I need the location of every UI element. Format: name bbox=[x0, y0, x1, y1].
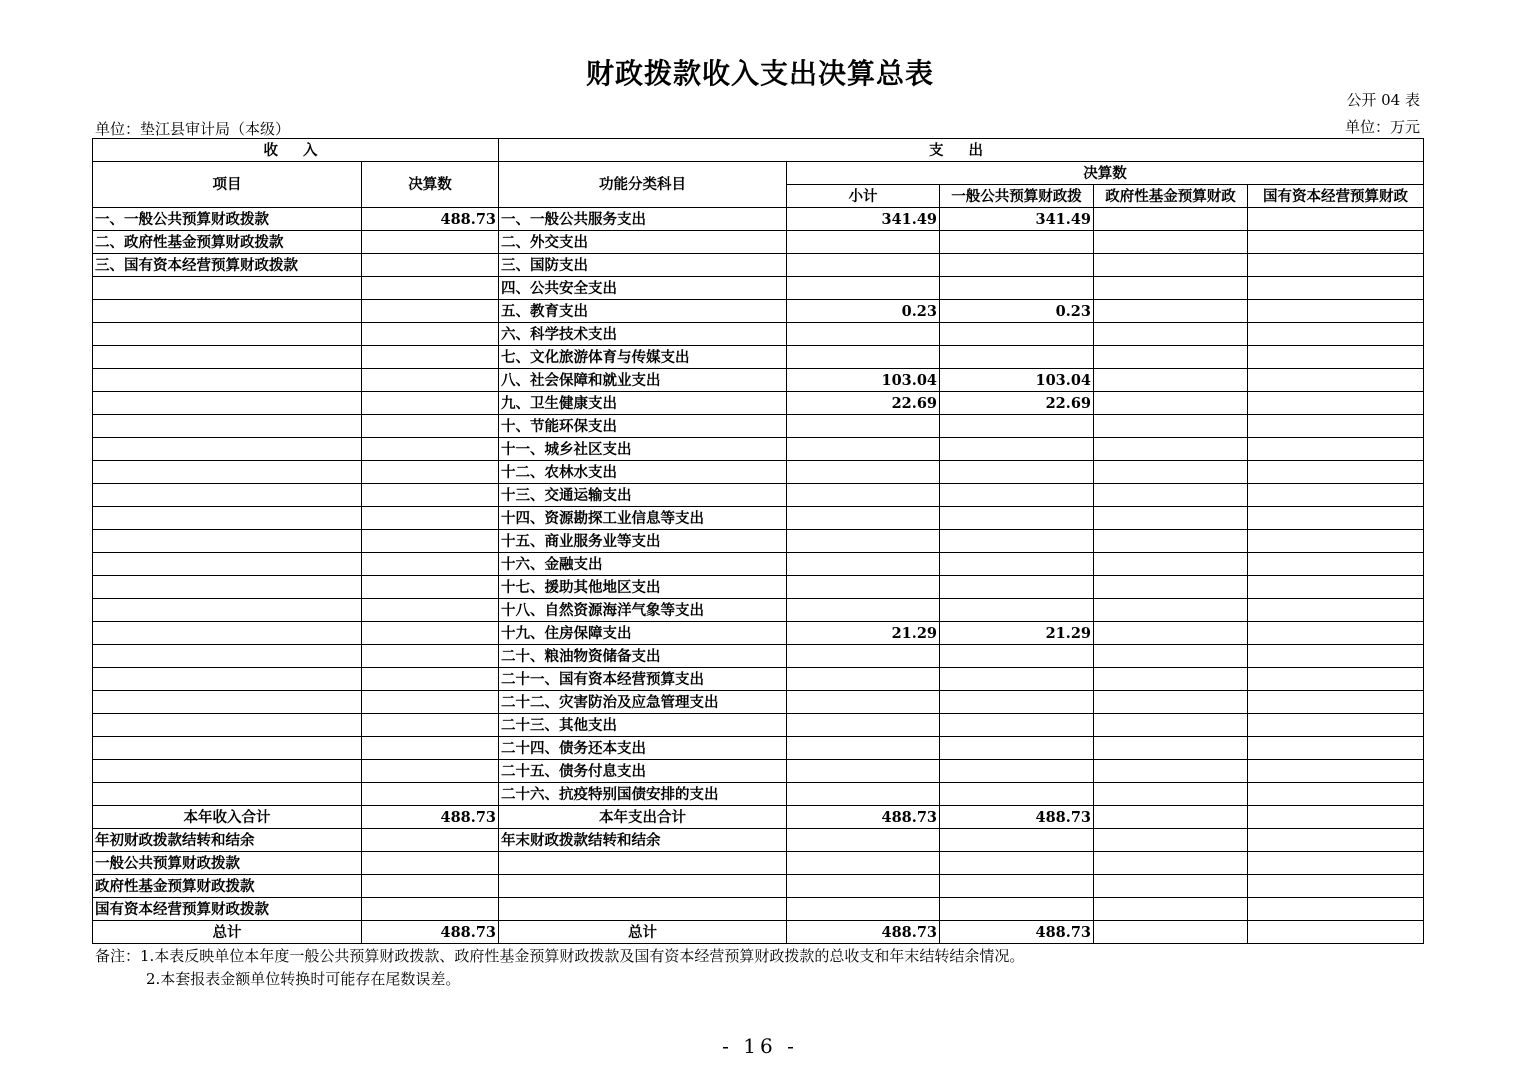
expense-item-cell: 十五、商业服务业等支出 bbox=[499, 530, 787, 553]
income-amount-cell bbox=[362, 254, 499, 277]
general-budget-cell bbox=[940, 737, 1094, 760]
header-general: 一般公共预算财政拨 bbox=[940, 185, 1094, 208]
state-capital-cell bbox=[1248, 461, 1424, 484]
state-capital-cell bbox=[1248, 599, 1424, 622]
income-item-cell bbox=[93, 691, 362, 714]
fund-budget-cell bbox=[1094, 369, 1248, 392]
year-expense-general: 488.73 bbox=[940, 806, 1094, 829]
expense-item-cell: 八、社会保障和就业支出 bbox=[499, 369, 787, 392]
sub-expense-item bbox=[499, 852, 787, 875]
general-budget-cell bbox=[940, 645, 1094, 668]
table-row bbox=[93, 208, 1424, 231]
subtotal-cell bbox=[787, 668, 940, 691]
income-item-cell bbox=[93, 599, 362, 622]
income-item-cell bbox=[93, 530, 362, 553]
income-amount-cell bbox=[362, 691, 499, 714]
beginning-fund-budget-label: 政府性基金预算财政拨款 bbox=[93, 875, 362, 898]
income-item-cell bbox=[93, 346, 362, 369]
ending-subtotal bbox=[787, 829, 940, 852]
state-capital-cell bbox=[1248, 438, 1424, 461]
table-row bbox=[93, 530, 1424, 553]
table-row bbox=[93, 300, 1424, 323]
header-state: 国有资本经营预算财政 bbox=[1248, 185, 1424, 208]
page-number: - 16 - bbox=[722, 1034, 798, 1058]
income-amount-cell bbox=[362, 553, 499, 576]
income-item-cell bbox=[93, 645, 362, 668]
general-budget-cell bbox=[940, 691, 1094, 714]
fund-budget-cell bbox=[1094, 415, 1248, 438]
expense-item-cell: 十二、农林水支出 bbox=[499, 461, 787, 484]
table-row bbox=[93, 438, 1424, 461]
table-row bbox=[93, 254, 1424, 277]
sub-general bbox=[940, 852, 1094, 875]
general-budget-cell: 21.29 bbox=[940, 622, 1094, 645]
income-item-cell bbox=[93, 668, 362, 691]
state-capital-cell bbox=[1248, 346, 1424, 369]
state-capital-cell bbox=[1248, 415, 1424, 438]
state-capital-cell bbox=[1248, 760, 1424, 783]
sub-expense-item bbox=[499, 875, 787, 898]
fund-budget-cell bbox=[1094, 783, 1248, 806]
currency-unit-label: 单位：万元 bbox=[1344, 118, 1420, 136]
table-row bbox=[93, 323, 1424, 346]
year-income-total-amount: 488.73 bbox=[362, 806, 499, 829]
income-item-cell bbox=[93, 484, 362, 507]
year-total-row bbox=[93, 806, 1424, 829]
header-item: 项目 bbox=[93, 162, 362, 208]
year-expense-total-label: 本年支出合计 bbox=[499, 806, 787, 829]
beginning-balance-label: 年初财政拨款结转和结余 bbox=[93, 829, 362, 852]
expense-item-cell: 十、节能环保支出 bbox=[499, 415, 787, 438]
income-item-cell bbox=[93, 415, 362, 438]
income-item-cell bbox=[93, 622, 362, 645]
grand-expense-general: 488.73 bbox=[940, 921, 1094, 944]
state-capital-cell bbox=[1248, 484, 1424, 507]
subtotal-cell bbox=[787, 507, 940, 530]
beginning-balance-amount bbox=[362, 829, 499, 852]
subtotal-cell bbox=[787, 461, 940, 484]
subtotal-cell bbox=[787, 645, 940, 668]
subtotal-cell bbox=[787, 277, 940, 300]
income-amount-cell bbox=[362, 392, 499, 415]
header-subtotal: 小计 bbox=[787, 185, 940, 208]
expense-item-cell: 九、卫生健康支出 bbox=[499, 392, 787, 415]
form-code: 公开 04 表 bbox=[1346, 91, 1420, 109]
fund-budget-cell bbox=[1094, 668, 1248, 691]
income-amount-cell bbox=[362, 645, 499, 668]
carry-over-sub-row bbox=[93, 898, 1424, 921]
expense-item-cell: 七、文化旅游体育与传媒支出 bbox=[499, 346, 787, 369]
general-budget-cell bbox=[940, 323, 1094, 346]
general-budget-cell bbox=[940, 277, 1094, 300]
table-row bbox=[93, 599, 1424, 622]
table-row bbox=[93, 231, 1424, 254]
fund-budget-cell bbox=[1094, 599, 1248, 622]
general-budget-cell: 22.69 bbox=[940, 392, 1094, 415]
header-fund: 政府性基金预算财政 bbox=[1094, 185, 1248, 208]
general-budget-cell bbox=[940, 415, 1094, 438]
income-amount-cell bbox=[362, 599, 499, 622]
fund-budget-cell bbox=[1094, 392, 1248, 415]
income-amount-cell bbox=[362, 737, 499, 760]
sub-subtotal bbox=[787, 875, 940, 898]
subtotal-cell bbox=[787, 415, 940, 438]
general-budget-cell bbox=[940, 576, 1094, 599]
general-budget-cell bbox=[940, 714, 1094, 737]
subtotal-cell: 103.04 bbox=[787, 369, 940, 392]
grand-expense-fund bbox=[1094, 921, 1248, 944]
expense-item-cell: 一、一般公共服务支出 bbox=[499, 208, 787, 231]
subtotal-cell: 21.29 bbox=[787, 622, 940, 645]
state-capital-cell bbox=[1248, 392, 1424, 415]
fund-budget-cell bbox=[1094, 300, 1248, 323]
table-row bbox=[93, 553, 1424, 576]
expense-item-cell: 十一、城乡社区支出 bbox=[499, 438, 787, 461]
carry-over-sub-row bbox=[93, 852, 1424, 875]
income-item-cell bbox=[93, 461, 362, 484]
sub-amount bbox=[362, 852, 499, 875]
general-budget-cell bbox=[940, 461, 1094, 484]
income-amount-cell bbox=[362, 323, 499, 346]
grand-expense-total-label: 总计 bbox=[499, 921, 787, 944]
income-item-cell bbox=[93, 392, 362, 415]
subtotal-cell bbox=[787, 714, 940, 737]
income-amount-cell bbox=[362, 783, 499, 806]
header-expense: 支 出 bbox=[499, 139, 1424, 162]
income-item-cell: 二、政府性基金预算财政拨款 bbox=[93, 231, 362, 254]
fund-budget-cell bbox=[1094, 208, 1248, 231]
income-amount-cell bbox=[362, 668, 499, 691]
subtotal-cell: 0.23 bbox=[787, 300, 940, 323]
budget-table bbox=[92, 138, 1424, 944]
income-amount-cell bbox=[362, 231, 499, 254]
expense-item-cell: 二十二、灾害防治及应急管理支出 bbox=[499, 691, 787, 714]
sub-fund bbox=[1094, 852, 1248, 875]
table-row bbox=[93, 737, 1424, 760]
table-row bbox=[93, 645, 1424, 668]
table-row bbox=[93, 392, 1424, 415]
expense-item-cell: 二十三、其他支出 bbox=[499, 714, 787, 737]
income-amount-cell bbox=[362, 714, 499, 737]
sub-amount bbox=[362, 875, 499, 898]
table-row bbox=[93, 369, 1424, 392]
beginning-general-budget-label: 一般公共预算财政拨款 bbox=[93, 852, 362, 875]
table-row bbox=[93, 714, 1424, 737]
ending-state bbox=[1248, 829, 1424, 852]
general-budget-cell bbox=[940, 507, 1094, 530]
fund-budget-cell bbox=[1094, 507, 1248, 530]
sub-subtotal bbox=[787, 852, 940, 875]
general-budget-cell: 341.49 bbox=[940, 208, 1094, 231]
expense-item-cell: 十九、住房保障支出 bbox=[499, 622, 787, 645]
table-row bbox=[93, 461, 1424, 484]
income-amount-cell bbox=[362, 369, 499, 392]
beginning-state-capital-label: 国有资本经营预算财政拨款 bbox=[93, 898, 362, 921]
income-item-cell bbox=[93, 323, 362, 346]
grand-expense-subtotal: 488.73 bbox=[787, 921, 940, 944]
general-budget-cell bbox=[940, 438, 1094, 461]
subtotal-cell bbox=[787, 323, 940, 346]
header-income: 收 入 bbox=[93, 139, 499, 162]
fund-budget-cell bbox=[1094, 530, 1248, 553]
expense-item-cell: 二十一、国有资本经营预算支出 bbox=[499, 668, 787, 691]
state-capital-cell bbox=[1248, 254, 1424, 277]
state-capital-cell bbox=[1248, 622, 1424, 645]
state-capital-cell bbox=[1248, 507, 1424, 530]
general-budget-cell bbox=[940, 484, 1094, 507]
state-capital-cell bbox=[1248, 737, 1424, 760]
income-amount-cell: 488.73 bbox=[362, 208, 499, 231]
income-amount-cell bbox=[362, 507, 499, 530]
subtotal-cell bbox=[787, 553, 940, 576]
income-item-cell bbox=[93, 277, 362, 300]
fund-budget-cell bbox=[1094, 645, 1248, 668]
grand-income-total-amount: 488.73 bbox=[362, 921, 499, 944]
subtotal-cell bbox=[787, 783, 940, 806]
general-budget-cell bbox=[940, 254, 1094, 277]
expense-item-cell: 三、国防支出 bbox=[499, 254, 787, 277]
income-item-cell bbox=[93, 369, 362, 392]
general-budget-cell bbox=[940, 668, 1094, 691]
header-category: 功能分类科目 bbox=[499, 162, 787, 208]
income-amount-cell bbox=[362, 277, 499, 300]
expense-item-cell: 十六、金融支出 bbox=[499, 553, 787, 576]
expense-item-cell: 十八、自然资源海洋气象等支出 bbox=[499, 599, 787, 622]
sub-state bbox=[1248, 875, 1424, 898]
carry-over-row bbox=[93, 829, 1424, 852]
ending-general bbox=[940, 829, 1094, 852]
income-item-cell: 三、国有资本经营预算财政拨款 bbox=[93, 254, 362, 277]
state-capital-cell bbox=[1248, 714, 1424, 737]
income-item-cell bbox=[93, 714, 362, 737]
general-budget-cell bbox=[940, 530, 1094, 553]
expense-item-cell: 十三、交通运输支出 bbox=[499, 484, 787, 507]
subtotal-cell bbox=[787, 346, 940, 369]
fund-budget-cell bbox=[1094, 438, 1248, 461]
state-capital-cell bbox=[1248, 323, 1424, 346]
expense-item-cell: 五、教育支出 bbox=[499, 300, 787, 323]
fund-budget-cell bbox=[1094, 622, 1248, 645]
state-capital-cell bbox=[1248, 691, 1424, 714]
general-budget-cell bbox=[940, 553, 1094, 576]
table-row bbox=[93, 760, 1424, 783]
subtotal-cell: 22.69 bbox=[787, 392, 940, 415]
income-amount-cell bbox=[362, 346, 499, 369]
ending-fund bbox=[1094, 829, 1248, 852]
income-amount-cell bbox=[362, 576, 499, 599]
header-final-amount: 决算数 bbox=[787, 162, 1424, 185]
general-budget-cell bbox=[940, 760, 1094, 783]
header-row-2 bbox=[93, 162, 1424, 185]
subtotal-cell bbox=[787, 737, 940, 760]
expense-item-cell: 六、科学技术支出 bbox=[499, 323, 787, 346]
subtotal-cell: 341.49 bbox=[787, 208, 940, 231]
state-capital-cell bbox=[1248, 576, 1424, 599]
fund-budget-cell bbox=[1094, 714, 1248, 737]
fund-budget-cell bbox=[1094, 576, 1248, 599]
expense-item-cell: 二十五、债务付息支出 bbox=[499, 760, 787, 783]
income-amount-cell bbox=[362, 760, 499, 783]
year-income-total-label: 本年收入合计 bbox=[93, 806, 362, 829]
income-item-cell bbox=[93, 553, 362, 576]
fund-budget-cell bbox=[1094, 323, 1248, 346]
subtotal-cell bbox=[787, 599, 940, 622]
header-amount: 决算数 bbox=[362, 162, 499, 208]
income-item-cell bbox=[93, 576, 362, 599]
income-amount-cell bbox=[362, 484, 499, 507]
expense-item-cell: 二十六、抗疫特别国债安排的支出 bbox=[499, 783, 787, 806]
income-amount-cell bbox=[362, 530, 499, 553]
fund-budget-cell bbox=[1094, 346, 1248, 369]
general-budget-cell bbox=[940, 346, 1094, 369]
year-expense-subtotal: 488.73 bbox=[787, 806, 940, 829]
general-budget-cell bbox=[940, 783, 1094, 806]
sub-subtotal bbox=[787, 898, 940, 921]
income-item-cell: 一、一般公共预算财政拨款 bbox=[93, 208, 362, 231]
table-row bbox=[93, 691, 1424, 714]
income-item-cell bbox=[93, 760, 362, 783]
income-item-cell bbox=[93, 507, 362, 530]
grand-expense-state bbox=[1248, 921, 1424, 944]
subtotal-cell bbox=[787, 254, 940, 277]
state-capital-cell bbox=[1248, 231, 1424, 254]
grand-total-row bbox=[93, 921, 1424, 944]
income-amount-cell bbox=[362, 622, 499, 645]
sub-fund bbox=[1094, 875, 1248, 898]
state-capital-cell bbox=[1248, 530, 1424, 553]
state-capital-cell bbox=[1248, 300, 1424, 323]
header-row-1 bbox=[93, 139, 1424, 162]
sub-state bbox=[1248, 898, 1424, 921]
state-capital-cell bbox=[1248, 783, 1424, 806]
table-row bbox=[93, 576, 1424, 599]
fund-budget-cell bbox=[1094, 461, 1248, 484]
subtotal-cell bbox=[787, 438, 940, 461]
fund-budget-cell bbox=[1094, 231, 1248, 254]
fund-budget-cell bbox=[1094, 254, 1248, 277]
income-amount-cell bbox=[362, 300, 499, 323]
state-capital-cell bbox=[1248, 668, 1424, 691]
expense-item-cell: 二十四、债务还本支出 bbox=[499, 737, 787, 760]
subtotal-cell bbox=[787, 231, 940, 254]
expense-item-cell: 二十、粮油物资储备支出 bbox=[499, 645, 787, 668]
subtotal-cell bbox=[787, 576, 940, 599]
fund-budget-cell bbox=[1094, 737, 1248, 760]
table-row bbox=[93, 415, 1424, 438]
year-expense-state bbox=[1248, 806, 1424, 829]
state-capital-cell bbox=[1248, 369, 1424, 392]
state-capital-cell bbox=[1248, 553, 1424, 576]
table-row bbox=[93, 507, 1424, 530]
carry-over-sub-row bbox=[93, 875, 1424, 898]
income-amount-cell bbox=[362, 415, 499, 438]
table-row bbox=[93, 277, 1424, 300]
unit-label: 单位：垫江县审计局（本级） bbox=[95, 120, 291, 138]
sub-general bbox=[940, 898, 1094, 921]
ending-balance-label: 年末财政拨款结转和结余 bbox=[499, 829, 787, 852]
income-amount-cell bbox=[362, 461, 499, 484]
note-2: 2.本套报表金额单位转换时可能存在尾数误差。 bbox=[146, 970, 461, 988]
table-row bbox=[93, 484, 1424, 507]
state-capital-cell bbox=[1248, 277, 1424, 300]
fund-budget-cell bbox=[1094, 553, 1248, 576]
table-row bbox=[93, 346, 1424, 369]
sub-general bbox=[940, 875, 1094, 898]
subtotal-cell bbox=[787, 530, 940, 553]
sub-fund bbox=[1094, 898, 1248, 921]
expense-item-cell: 十四、资源勘探工业信息等支出 bbox=[499, 507, 787, 530]
income-amount-cell bbox=[362, 438, 499, 461]
sub-state bbox=[1248, 852, 1424, 875]
fund-budget-cell bbox=[1094, 691, 1248, 714]
subtotal-cell bbox=[787, 691, 940, 714]
subtotal-cell bbox=[787, 484, 940, 507]
expense-item-cell: 二、外交支出 bbox=[499, 231, 787, 254]
page-title: 财政拨款收入支出决算总表 bbox=[585, 57, 934, 90]
expense-item-cell: 十七、援助其他地区支出 bbox=[499, 576, 787, 599]
fund-budget-cell bbox=[1094, 760, 1248, 783]
sub-expense-item bbox=[499, 898, 787, 921]
table-row bbox=[93, 783, 1424, 806]
grand-income-total-label: 总计 bbox=[93, 921, 362, 944]
general-budget-cell bbox=[940, 231, 1094, 254]
state-capital-cell bbox=[1248, 208, 1424, 231]
sub-amount bbox=[362, 898, 499, 921]
income-item-cell bbox=[93, 300, 362, 323]
table-row bbox=[93, 668, 1424, 691]
general-budget-cell: 0.23 bbox=[940, 300, 1094, 323]
subtotal-cell bbox=[787, 760, 940, 783]
state-capital-cell bbox=[1248, 645, 1424, 668]
table-row bbox=[93, 622, 1424, 645]
general-budget-cell bbox=[940, 599, 1094, 622]
fund-budget-cell bbox=[1094, 484, 1248, 507]
expense-item-cell: 四、公共安全支出 bbox=[499, 277, 787, 300]
income-item-cell bbox=[93, 737, 362, 760]
income-item-cell bbox=[93, 783, 362, 806]
general-budget-cell: 103.04 bbox=[940, 369, 1094, 392]
note-1: 备注：1.本表反映单位本年度一般公共预算财政拨款、政府性基金预算财政拨款及国有资本经营预算财政拨款的总收支和年末结转结余情况。 bbox=[95, 947, 1025, 965]
year-expense-fund bbox=[1094, 806, 1248, 829]
income-item-cell bbox=[93, 438, 362, 461]
fund-budget-cell bbox=[1094, 277, 1248, 300]
